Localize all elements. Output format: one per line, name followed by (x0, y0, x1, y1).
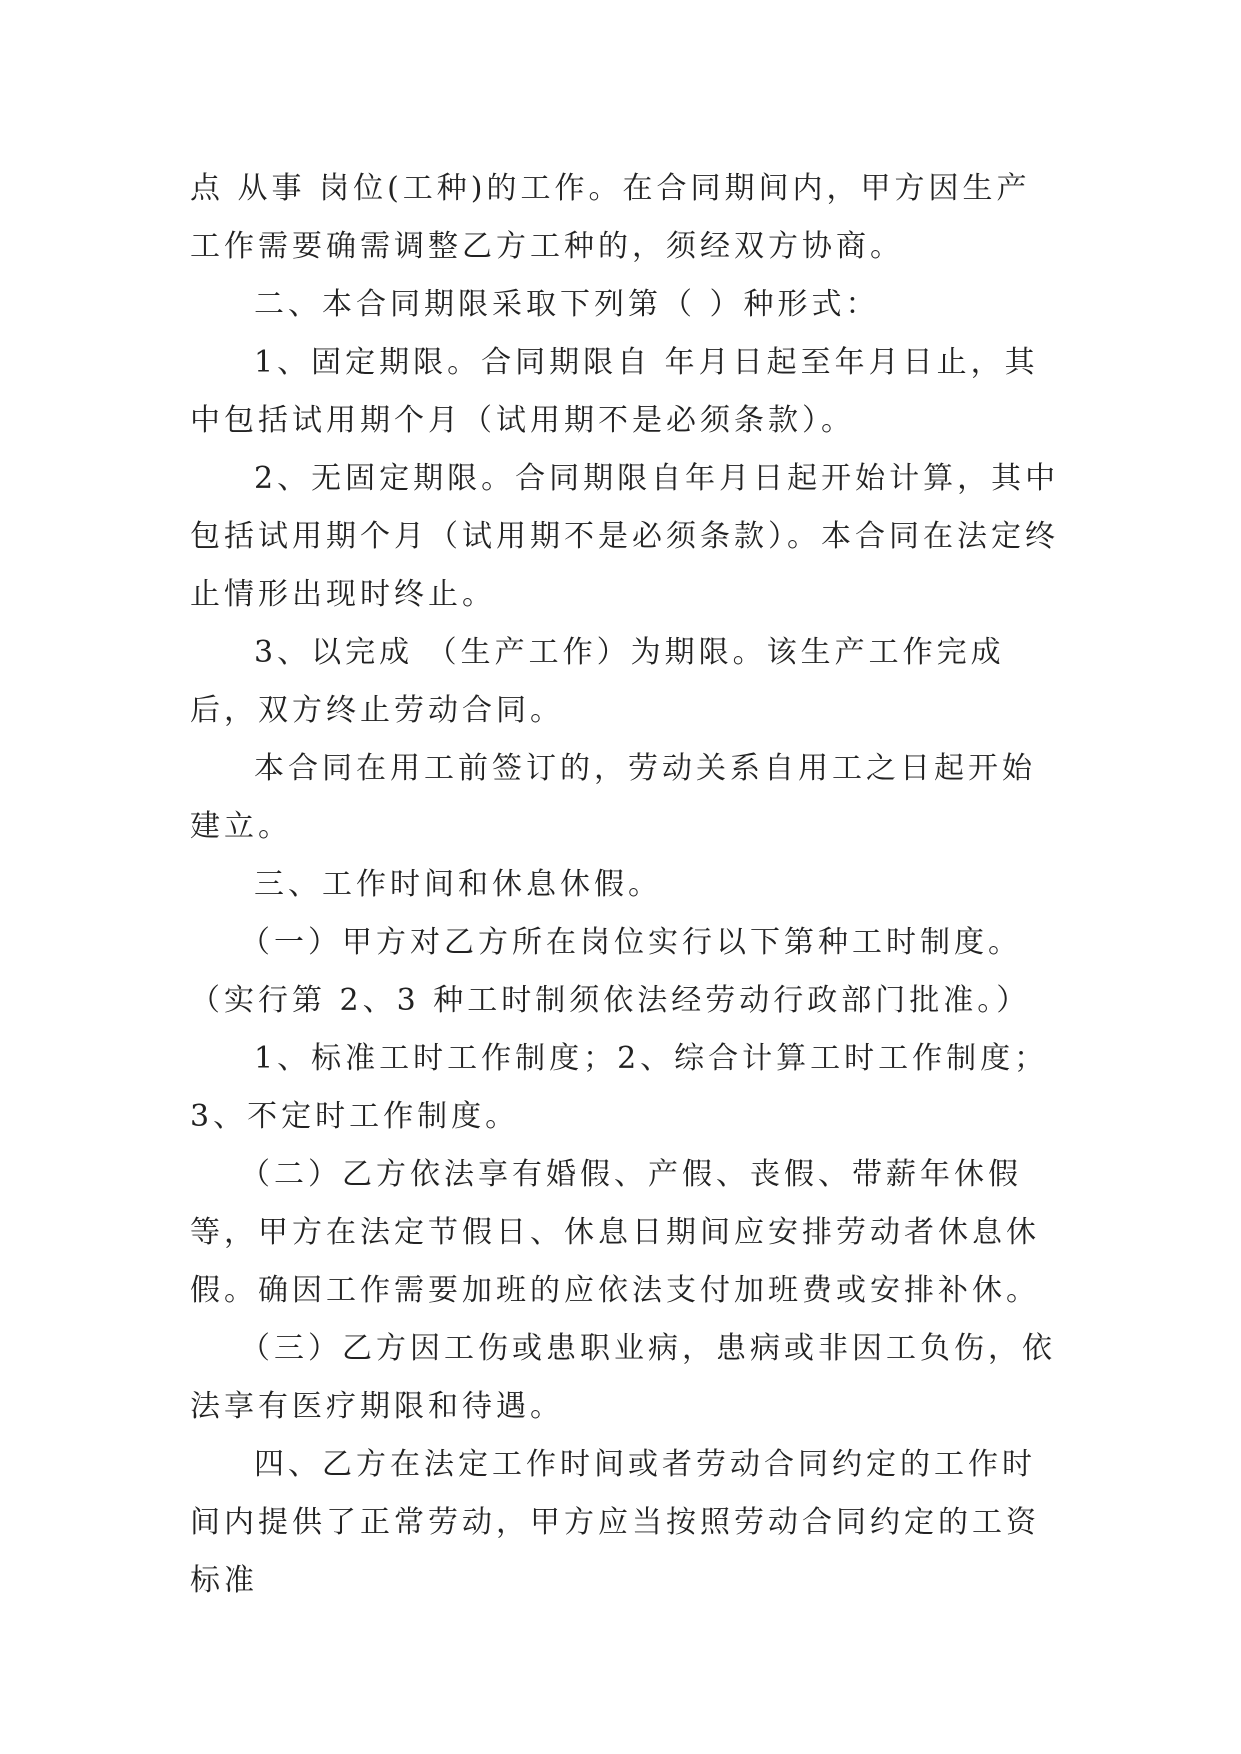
paragraph-continuation: 点 从事 岗位(工种)的工作。在合同期间内，甲方因生产工作需要确需调整乙方工种的，须经双方协商。 (190, 171, 1031, 264)
paragraph-section-3-heading: 三、工作时间和休息休假。 (254, 867, 662, 902)
paragraph-section-2-heading: 二、本合同期限采取下列第（ ）种形式： (254, 287, 880, 322)
paragraph-fixed-term: 1、固定期限。合同期限自 年月日起至年月日止，其中包括试用期个月（试用期不是必须条款）。 (190, 345, 1039, 438)
paragraph-working-hours-system: （一）甲方对乙方所在岗位实行以下第种工时制度。（实行第 2、3 种工时制须依法经劳动行政部门批准。） (190, 925, 1031, 1018)
paragraph-medical-leave: （三）乙方因工伤或患职业病，患病或非因工负伤，依法享有医疗期限和待遇。 (190, 1331, 1056, 1424)
document-body (190, 160, 1060, 1610)
paragraph-task-term: 3、以完成 （生产工作）为期限。该生产工作完成后，双方终止劳动合同。 (190, 635, 1005, 728)
paragraph-signing-note: 本合同在用工前签订的，劳动关系自用工之日起开始建立。 (190, 751, 1036, 844)
paragraph-section-4-wages: 四、乙方在法定工作时间或者劳动合同约定的工作时间内提供了正常劳动，甲方应当按照劳动合同约定的工资标准 (190, 1447, 1040, 1598)
paragraph-open-term: 2、无固定期限。合同期限自年月日起开始计算，其中包括试用期个月（试用期不是必须条款）。本合同在法定终止情形出现时终止。 (190, 461, 1060, 612)
paragraph-hours-options: 1、标准工时工作制度；2、综合计算工时工作制度；3、不定时工作制度。 (190, 1041, 1049, 1134)
paragraph-leave-rights: （二）乙方依法享有婚假、产假、丧假、带薪年休假等，甲方在法定节假日、休息日期间应安排劳动者休息休假。确因工作需要加班的应依法支付加班费或安排补休。 (190, 1157, 1040, 1308)
